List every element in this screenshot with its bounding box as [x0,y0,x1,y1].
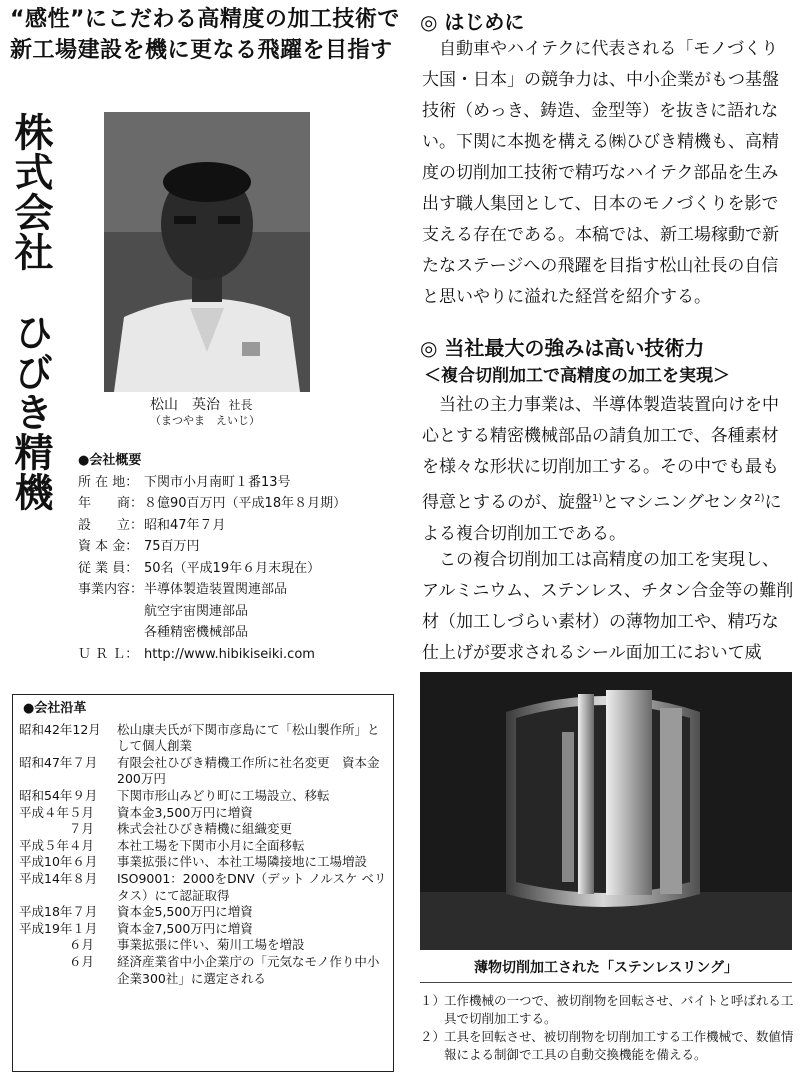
history-event: 事業拡張に伴い、本社工場隣接地に工場増設 [117,854,368,870]
history-event: 本社工場を下関市小月に全面移転 [117,837,305,853]
overview-value: 75百万円 [144,539,200,554]
overview-value: ８億90百万円（平成18年８月期） [144,496,347,511]
overview-heading: ●会社概要 [78,453,142,468]
president-portrait [104,112,310,392]
footnote-text: 工作機械の一つで、被切削物を回転させ、バイトと呼ばれる工具で切削加工する。 [444,993,794,1026]
history-event: 資本金5,500万円に増資 [117,904,253,920]
president-role: 社長 [228,398,253,412]
overview-value: 半導体製造装置関連部品 [144,582,288,597]
footnote-item [420,992,796,1028]
company-overview [78,450,398,665]
overview-value: 下関市小月南町１番13号 [144,474,291,490]
business-extra: 航空宇宙関連部品 [144,603,249,619]
history-date: ６月 [19,937,95,953]
history-event: 資本金7,500万円に増資 [117,920,253,936]
overview-row-url [78,644,398,666]
footnote-divider [420,982,792,983]
overview-row [78,579,398,601]
history-date: 平成14年８月 [19,870,98,886]
history-item [19,838,387,855]
history-item [19,921,387,938]
headline [10,4,400,66]
headline-line-2: 新工場建設を機に更なる飛躍を目指す [10,38,393,63]
strength-text: とマシニングセンタ [602,492,755,513]
president-kana: （まつやま えいじ） [150,414,260,427]
overview-row [78,493,398,515]
business-extra: 各種精密機械部品 [144,625,249,640]
overview-label: 従 業 員： [78,560,139,576]
history-event: 下関市形山みどり町に工場設立、移転 [117,787,330,803]
history-item [19,755,387,788]
history-item [19,854,387,871]
footnote-item [420,1028,796,1064]
footnote-number: １） [420,993,446,1008]
overview-label: 所 在 地： [78,474,139,490]
company-history [12,694,394,1072]
history-item [19,722,387,755]
footnote-number: ２） [420,1029,446,1044]
overview-label: 設 立： [78,517,144,533]
headline-line-1: “感性”にこだわる高精度の加工技術で [10,7,400,32]
history-event: 経済産業省中小企業庁の「元気なモノ作り中小企業300社」に選定される [117,953,380,986]
overview-label: 資 本 金： [78,539,139,554]
history-date: 平成４年５月 [19,804,95,820]
footnotes [420,992,796,1064]
company-url[interactable]: http://www.hibikiseiki.com [144,646,315,662]
history-date: 平成18年７月 [19,904,98,920]
strength-paragraph-2: この複合切削加工は高精度の加工を実現し、アルミニウム、ステンレス、チタン合金等の難削材（加工しづらい素材）の薄物加工や、精巧な仕上げが要求されるシール面加工において威 [422,550,794,663]
history-item [19,788,387,805]
strength-title: ◎ 当社最大の強みは高い技術力 [420,336,705,360]
history-heading: ●会社沿革 [23,701,87,716]
strength-subtitle: ＜複合切削加工で高精度の加工を実現＞ [424,366,730,386]
history-date: 昭和42年12月 [19,721,101,737]
footnote-text: 工具を回転させ、被切削物を切削加工する工作機械で、数値情報による制御で工具の自動交換機能を備える。 [444,1029,794,1062]
history-date: 平成５年４月 [19,837,95,853]
strength-text: による複合切削加工である。 [422,492,782,544]
president-name: 松山 英治 [150,397,220,413]
footnote-ref-1[interactable]: 1) [592,493,603,504]
history-event: ISO9001：2000をDNV（デット ノルスケ ベリタス）にて認証取得 [117,870,387,903]
footnote-ref-2[interactable]: 2) [754,493,765,504]
history-item [19,805,387,822]
stainless-ring-photo [420,672,792,950]
history-item [19,904,387,921]
strength-text: 当社の主力事業は、半導体製造装置向けを中心とする精密機械部品の請負加工で、各種素材を様々な形状に切削加工する。その中でも最も得意とするのが、旋盤 [422,395,779,513]
intro-title: ◎ はじめに [420,10,525,34]
overview-row [78,536,398,558]
history-item [19,937,387,954]
overview-label: 事業内容： [78,582,144,597]
intro-body: 自動車やハイテクに代表される「モノづくり大国・日本」の競争力は、中小企業がもつ基盤技術（めっき、鋳造、金型等）を抜きに語れない。下関に本拠を構える㈱ひびき精機も、高精度の切削加工技術で精巧なハイテク部品を生み出す職人集団として、日本のモノづくりを影で支える存在である。本稿では、新工場稼動で新たなステージへの飛躍を目指す松山社長の自信と思いやりに溢れた経営を紹介する。 [422,39,779,307]
history-event: 有限会社ひびき精機工作所に社名変更 資本金200万円 [117,754,380,787]
history-item [19,821,387,838]
history-date: 昭和54年９月 [19,787,98,803]
overview-value: 50名（平成19年６月末現在） [144,560,321,576]
history-event: 事業拡張に伴い、菊川工場を増設 [117,937,305,953]
history-event: 株式会社ひびき精機に組織変更 [117,821,293,837]
overview-row [78,515,398,537]
history-item [19,871,387,904]
strength-paragraph-1 [422,390,794,550]
history-date: 昭和47年７月 [19,754,98,770]
ring-illustration [420,672,792,950]
history-event: 資本金3,500万円に増資 [117,804,253,820]
company-title: 株式会社 ひびき精機 [8,112,53,512]
portrait-illustration [104,112,310,392]
overview-row [78,472,398,494]
history-date: ６月 [19,953,95,969]
overview-label: 年 商： [78,496,144,511]
history-date: 平成10年６月 [19,854,98,870]
history-event: 松山康夫氏が下関市彦島にて「松山製作所」として個人創業 [117,721,380,754]
overview-value: 昭和47年７月 [144,517,226,533]
portrait-caption [150,394,252,414]
url-label: Ｕ Ｒ Ｌ： [78,646,139,662]
history-date: ７月 [19,821,95,837]
overview-row [78,558,398,580]
ring-photo-caption: 薄物切削加工された「ステンレスリング」 [474,960,738,976]
history-item [19,954,387,987]
history-date: 平成19年１月 [19,920,98,936]
